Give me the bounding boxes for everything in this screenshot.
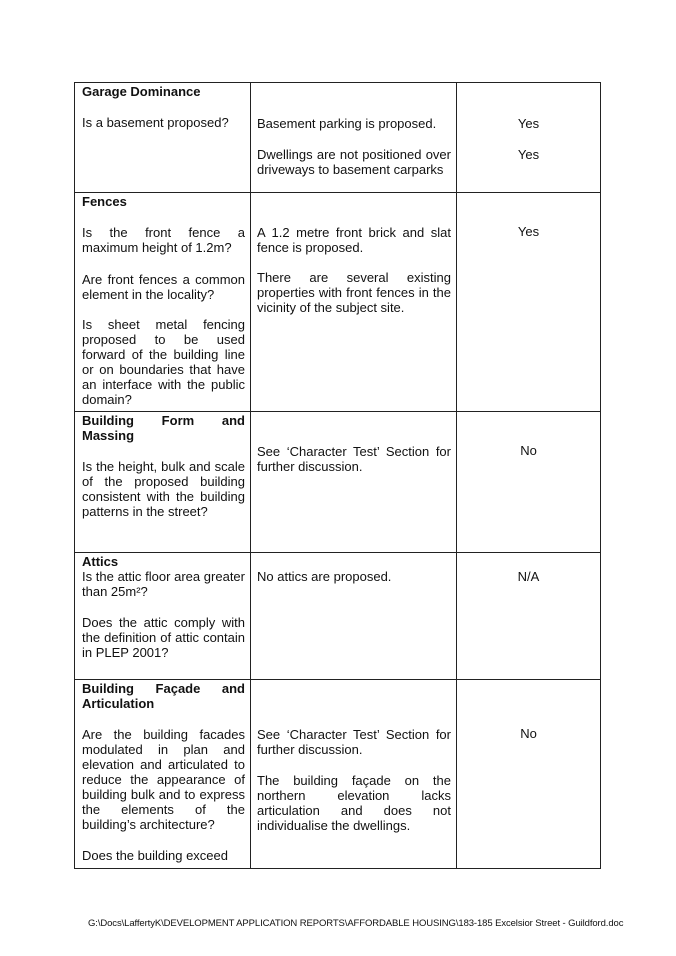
compliance-value: N/A <box>517 569 540 584</box>
compliance-value: Yes <box>517 224 540 239</box>
table-row <box>75 552 600 679</box>
comment-cell <box>251 83 457 192</box>
comment-text: The building façade on the northern elevation lacks articulation and does not individualise the dwellings. <box>257 773 451 833</box>
comment-cell <box>251 680 457 868</box>
comment-cell <box>251 412 457 552</box>
compliance-cell <box>457 83 600 192</box>
compliance-value: No <box>520 726 537 741</box>
criteria-text: Does the attic comply with the definition of attic contain in PLEP 2001? <box>82 615 245 660</box>
criteria-cell <box>75 553 251 679</box>
table-row <box>75 411 600 552</box>
criteria-text: Is a basement proposed? <box>82 115 229 130</box>
compliance-cell <box>457 193 600 411</box>
criteria-text: Are the building facades modulated in plan and elevation and articulated to reduce the appearance of building bulk and to express the elements of the building’s architecture? <box>82 727 245 832</box>
compliance-cell <box>457 680 600 868</box>
section-heading: Building Form and Massing <box>82 413 245 443</box>
document-path-footer: G:\Docs\LaffertyK\DEVELOPMENT APPLICATION REPORTS\AFFORDABLE HOUSING\183-185 Excelsior Street - Guildford.doc <box>88 918 624 929</box>
compliance-table <box>74 82 601 869</box>
criteria-text: Is the front fence a maximum height of 1.2m? <box>82 225 245 255</box>
criteria-cell <box>75 193 251 411</box>
comment-text: See ‘Character Test’ Section for further discussion. <box>257 444 451 474</box>
criteria-text: Is the height, bulk and scale of the proposed building consistent with the building patterns in the street? <box>82 459 245 519</box>
compliance-cell <box>457 553 600 679</box>
table-row <box>75 192 600 411</box>
section-heading: Attics <box>82 554 119 569</box>
compliance-value: Yes <box>517 147 540 162</box>
comment-cell <box>251 193 457 411</box>
comment-text: There are several existing properties with front fences in the vicinity of the subject site. <box>257 270 451 315</box>
criteria-cell <box>75 83 251 192</box>
comment-text: A 1.2 metre front brick and slat fence is proposed. <box>257 225 451 255</box>
comment-text: Basement parking is proposed. <box>257 116 437 131</box>
criteria-text: Are front fences a common element in the locality? <box>82 272 245 302</box>
comment-text: Dwellings are not positioned over driveways to basement carparks <box>257 147 451 177</box>
comment-text: See ‘Character Test’ Section for further discussion. <box>257 727 451 757</box>
section-heading: Fences <box>82 194 127 209</box>
criteria-text: Does the building exceed <box>82 848 228 863</box>
compliance-value: Yes <box>517 116 540 131</box>
compliance-cell <box>457 412 600 552</box>
comment-cell <box>251 553 457 679</box>
section-heading: Building Façade and Articulation <box>82 681 245 711</box>
compliance-value: No <box>520 443 537 458</box>
criteria-cell <box>75 680 251 868</box>
section-heading: Garage Dominance <box>82 84 201 99</box>
criteria-text: Is sheet metal fencing proposed to be used forward of the building line or on boundaries that have an interface with the public domain? <box>82 317 245 407</box>
criteria-text: Is the attic floor area greater than 25m²? <box>82 569 245 599</box>
table-row <box>75 679 600 868</box>
criteria-cell <box>75 412 251 552</box>
comment-text: No attics are proposed. <box>257 569 392 584</box>
table-row <box>75 83 600 192</box>
